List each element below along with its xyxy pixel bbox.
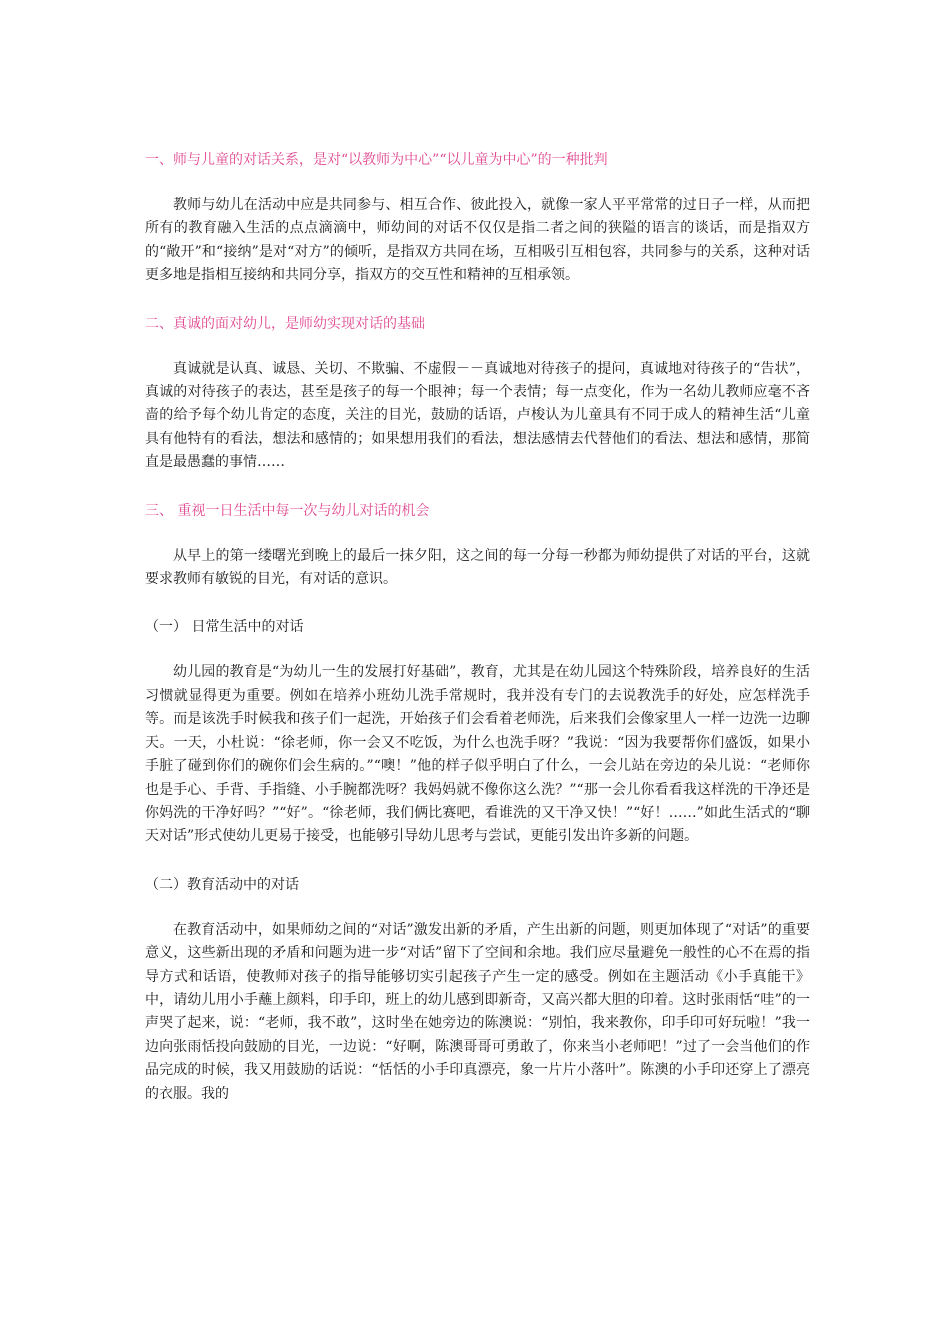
section-heading-2: 二、真诚的面对幼儿，是师幼实现对话的基础: [145, 315, 425, 332]
section-heading-1: 一、师与儿童的对话关系，是对“以教师为中心”“以儿童为中心”的一种批判: [145, 152, 608, 168]
section-paragraph-1: 教师与幼儿在活动中应是共同参与、相互合作、彼此投入，就像一家人平平常常的过日子一样，从而把所有的教育融入生活的点点滴滴中，师幼间的对话不仅仅是指二者之间的狭隘的语言的谈话，而是指双方的“敞开”和“接纳”是对“对方”的倾听，是指双方共同在场，互相吸引互相包容，共同参与的关系，这种对话更多地是指相互接纳和共同分享，指双方的交互性和精神的互相承领。: [145, 197, 810, 284]
document-page: [145, 148, 810, 1106]
subsection-paragraph-2: 在教育活动中，如果师幼之间的“对话”激发出新的矛盾，产生出新的问题，则更加体现了“对话”的重要意义，这些新出现的矛盾和问题为进一步“对话”留下了空间和余地。我们应尽量避免一般性的心不在焉的指导方式和话语，使教师对孩子的指导能够切实引起孩子产生一定的感受。例如在主题活动《小手真能干》中，请幼儿用小手蘸上颜料，印手印，班上的幼儿感到即新奇，又高兴都大胆的印着。这时张雨恬“哇”的一声哭了起来，说：“老师，我不敢”，这时坐在她旁边的陈澳说：“别怕，我来教你，印手印可好玩啦！”我一边向张雨恬投向鼓励的目光，一边说：“好啊，陈澳哥哥可勇敢了，你来当小老师吧！”过了一会当他们的作品完成的时候，我又用鼓励的话说：“恬恬的小手印真漂亮，象一片片小落叶”。陈澳的小手印还穿上了漂亮的衣服。我的: [145, 921, 810, 1102]
section-paragraph-3: 从早上的第一缕曙光到晚上的最后一抹夕阳，这之间的每一分每一秒都为师幼提供了对话的平台，这就要求教师有敏锐的目光，有对话的意识。: [145, 547, 810, 588]
subsection-heading-2: （二）教育活动中的对话: [145, 876, 299, 893]
section-heading-3: 三、 重视一日生活中每一次与幼儿对话的机会: [145, 502, 430, 519]
section-paragraph-2: 真诚就是认真、诚恳、关切、不欺骗、不虚假－－真诚地对待孩子的提问，真诚地对待孩子的“告状”，真诚的对待孩子的表达，甚至是孩子的每一个眼神；每一个表情；每一点变化，作为一名幼儿教师应毫不吝啬的给予每个幼儿肯定的态度，关注的目光，鼓励的话语，卢梭认为儿童具有不同于成人的精神生活“儿童具有他特有的看法，想法和感情的；如果想用我们的看法，想法感情去代替他们的看法、想法和感情，那简直是最愚蠢的事情……: [145, 360, 810, 471]
subsection-heading-1: （一） 日常生活中的对话: [145, 619, 304, 636]
subsection-paragraph-1: 幼儿园的教育是“为幼儿一生的发展打好基础”，教育，尤其是在幼儿园这个特殊阶段，培养良好的生活习惯就显得更为重要。例如在培养小班幼儿洗手常规时，我并没有专门的去说教洗手的好处，应怎样洗手等。而是该洗手时候我和孩子们一起洗，开始孩子们会看着老师洗，后来我们会像家里人一样一边洗一边聊天。一天，小杜说：“徐老师，你一会又不吃饭，为什么也洗手呀？”我说：“因为我要帮你们盛饭，如果小手脏了碰到你们的碗你们会生病的。”“噢！”他的样子似乎明白了什么，一会儿站在旁边的朵儿说：“老师你也是手心、手背、手指缝、小手腕都洗呀？我妈妈就不像你这么洗？”“那一会儿你看看我这样洗的干净还是你妈洗的干净好吗？”“好”。“徐老师，我们俩比赛吧，看谁洗的又干净又快！”“好！……”如此生活式的“聊天对话”形式使幼儿更易于接受，也能够引导幼儿思考与尝试，更能引发出许多新的问题。: [145, 664, 810, 845]
